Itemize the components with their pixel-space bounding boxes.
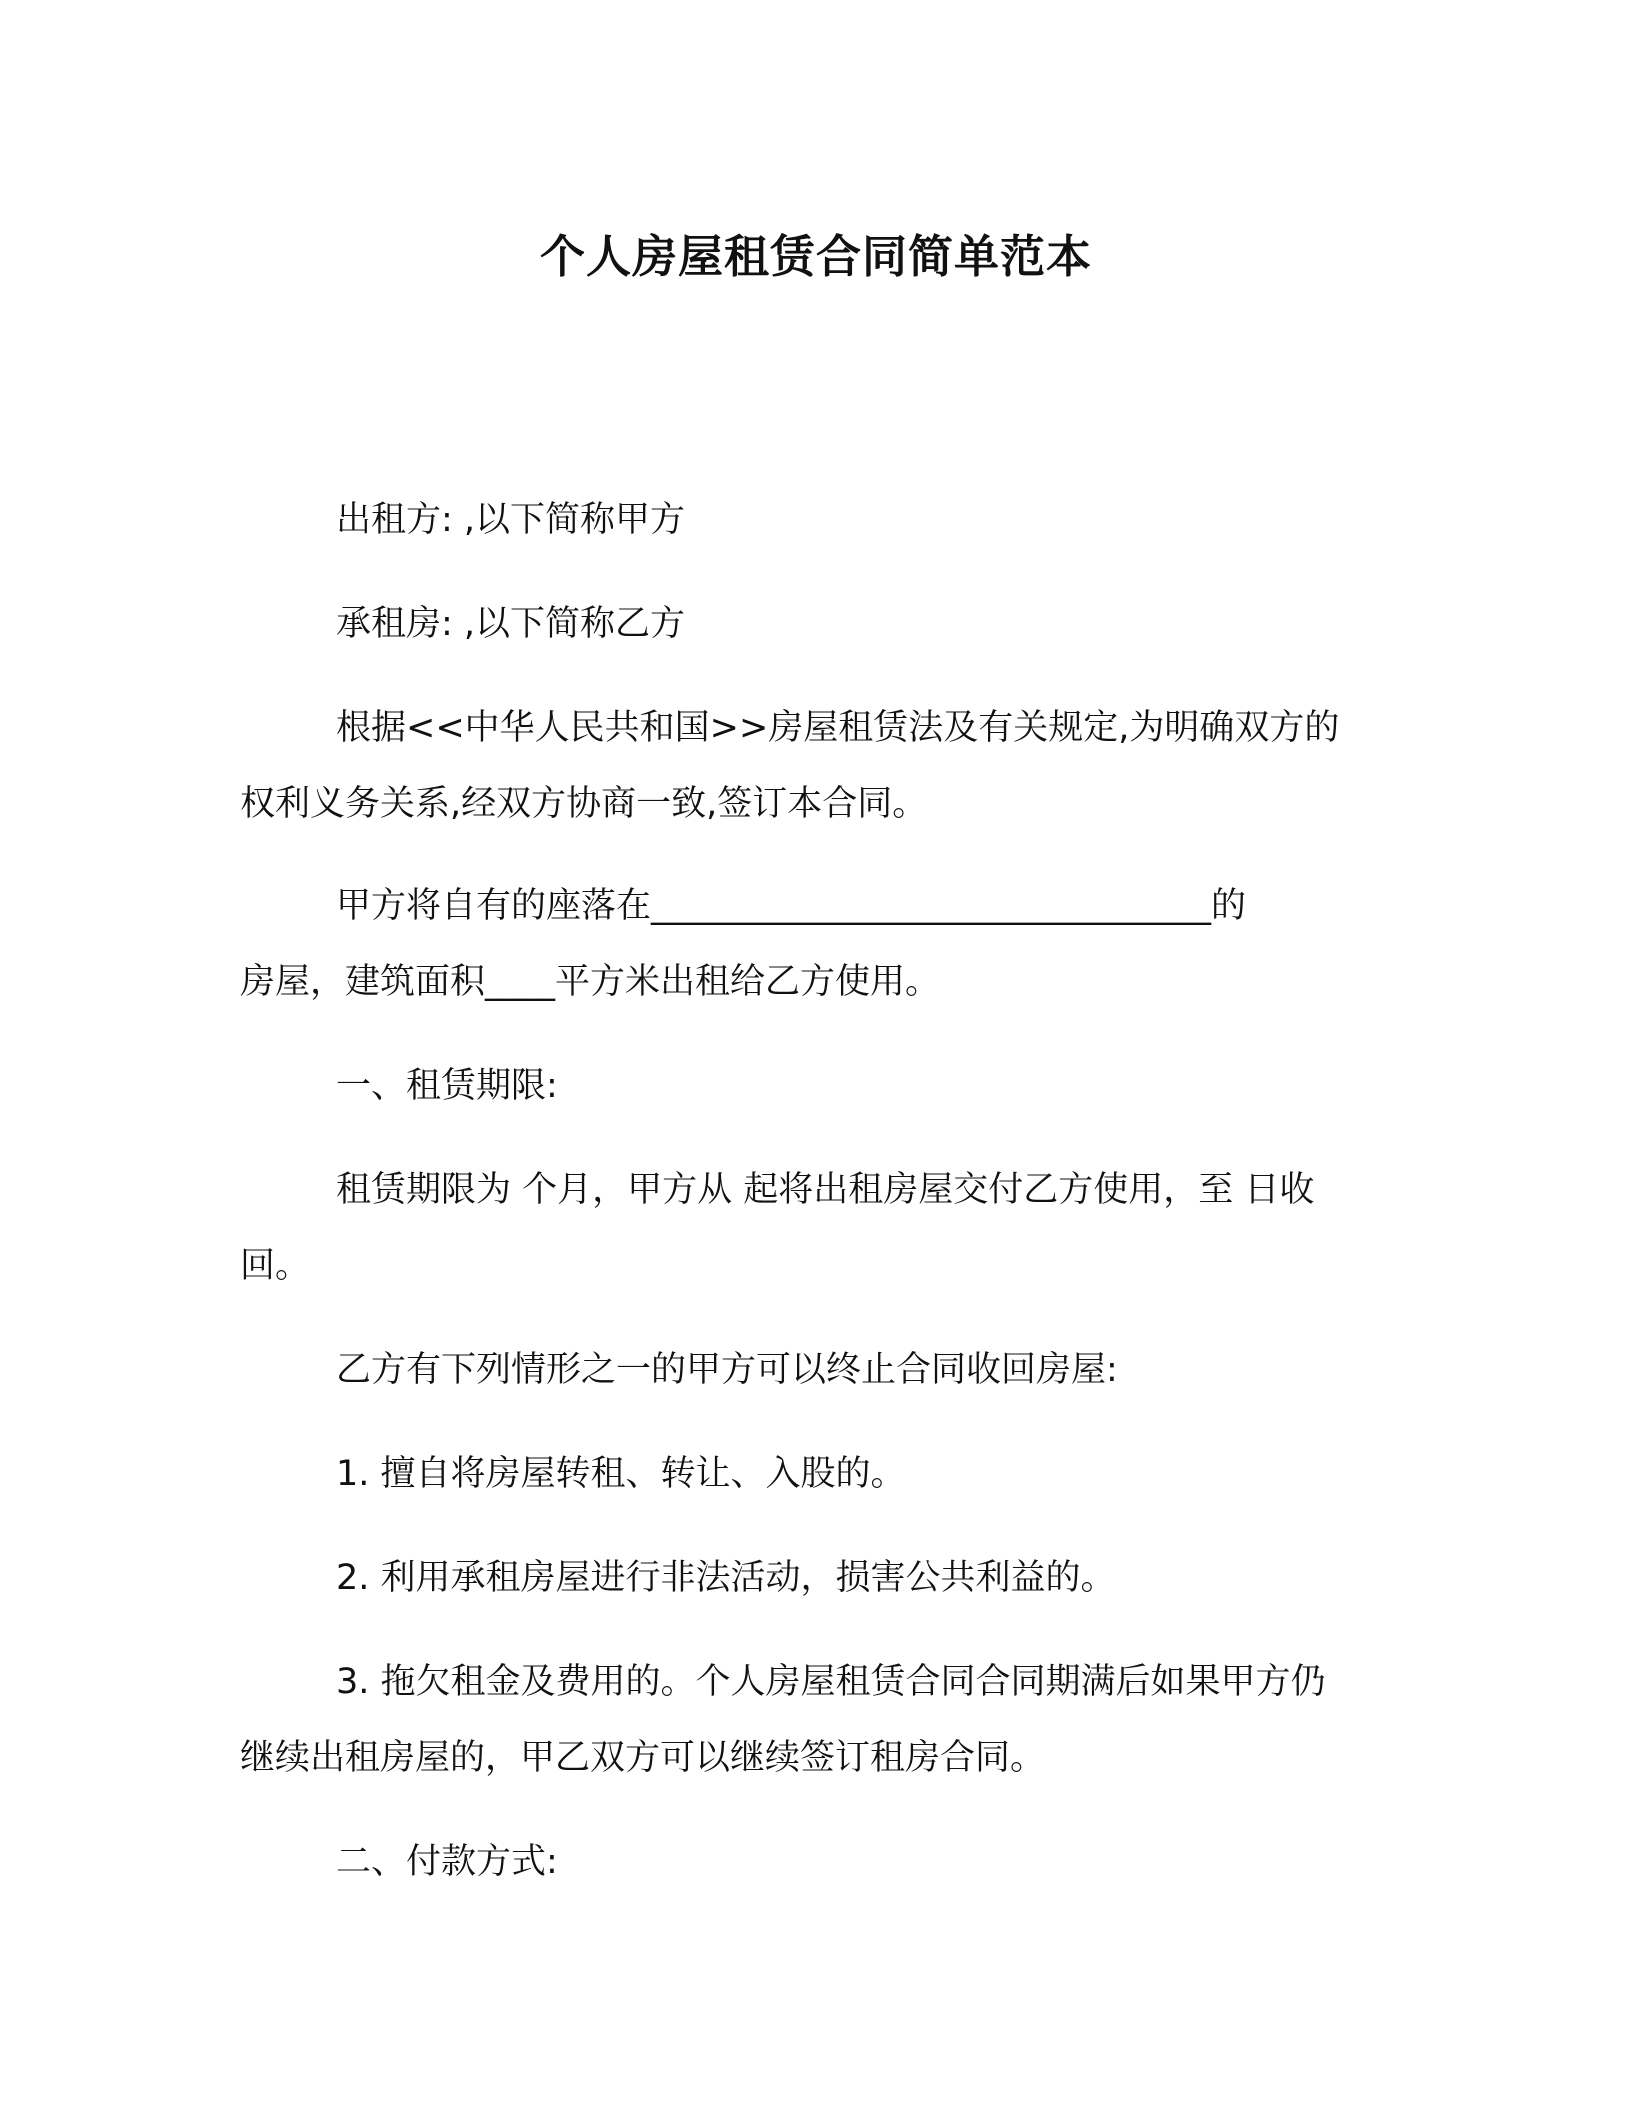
preamble-line-1: 根据<<中华人民共和国>>房屋租赁法及有关规定,为明确双方的 — [336, 708, 1340, 748]
property-line-1: 甲方将自有的座落在________________________________的 — [336, 886, 1247, 926]
termination-item-1: 1. 擅自将房屋转租、转让、入股的。 — [336, 1454, 906, 1494]
term-line-2: 回。 — [240, 1246, 311, 1286]
lessor-line: 出租方: ,以下简称甲方 — [336, 500, 686, 540]
termination-item-3-line-1: 3. 拖欠租金及费用的。个人房屋租赁合同合同期满后如果甲方仍 — [336, 1662, 1326, 1702]
section-heading-term: 一、租赁期限: — [336, 1066, 558, 1106]
termination-intro: 乙方有下列情形之一的甲方可以终止合同收回房屋: — [336, 1350, 1118, 1390]
preamble-line-2: 权利义务关系,经双方协商一致,签订本合同。 — [240, 784, 928, 824]
document-title: 个人房屋租赁合同简单范本 — [539, 230, 1092, 283]
term-line-1: 租赁期限为 个月，甲方从 起将出租房屋交付乙方使用，至 日收 — [336, 1170, 1315, 1210]
termination-item-2: 2. 利用承租房屋进行非法活动，损害公共利益的。 — [336, 1558, 1116, 1598]
termination-item-3-line-2: 继续出租房屋的，甲乙双方可以继续签订租房合同。 — [240, 1738, 1046, 1778]
property-line-2: 房屋，建筑面积____平方米出租给乙方使用。 — [240, 962, 941, 1002]
section-heading-payment: 二、付款方式: — [336, 1842, 558, 1882]
lessee-line: 承租房: ,以下简称乙方 — [336, 604, 686, 644]
